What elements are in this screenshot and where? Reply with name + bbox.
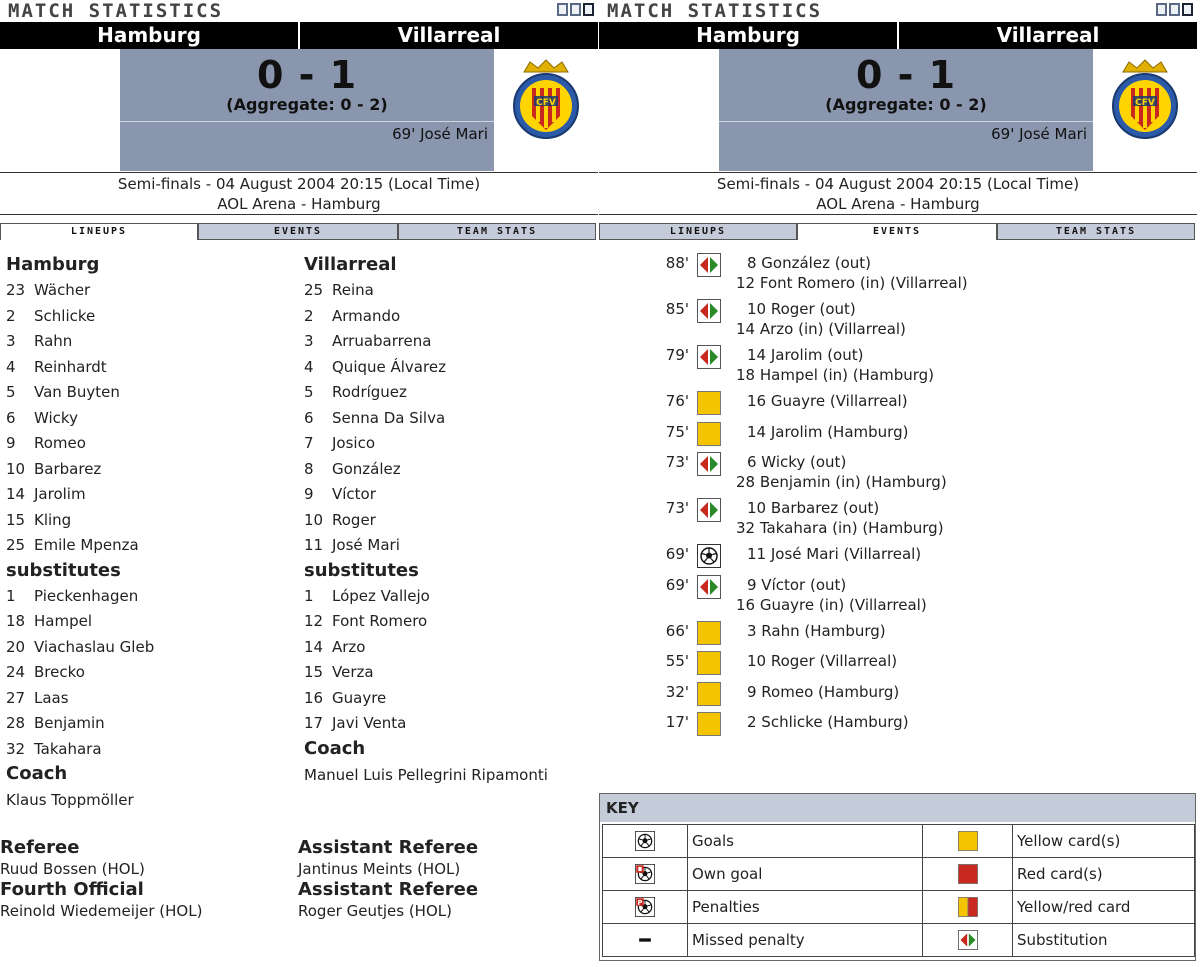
key-table	[602, 824, 1195, 957]
key-row	[603, 825, 1195, 858]
home-player-row	[6, 482, 154, 508]
yellow-card-icon	[697, 422, 721, 446]
svg-text:CFV: CFV	[1135, 98, 1155, 108]
event-detail: 8 González (out)	[747, 254, 871, 272]
player-number: 20	[6, 637, 26, 656]
event-minute: 73'	[665, 453, 689, 471]
event-detail: 9 Víctor (out)	[747, 575, 847, 594]
score-box	[120, 49, 494, 171]
home-sub-player-row	[6, 686, 154, 712]
tab-bar	[599, 223, 1195, 241]
away-player-row	[304, 533, 548, 559]
player-name: Rodríguez	[332, 383, 407, 401]
player-number: 9	[6, 434, 16, 452]
venue: AOL Arena - Hamburg	[217, 195, 381, 213]
event-minute: 79'	[665, 346, 689, 364]
venue: AOL Arena - Hamburg	[816, 195, 980, 213]
key-icon-cell	[923, 825, 1013, 858]
stage-date: Semi-finals - 04 August 2004 20:15 (Local Time)	[716, 175, 1080, 193]
home-player-row	[6, 457, 154, 483]
tab-lineups[interactable]: LINEUPS	[599, 223, 797, 240]
window-button-icon[interactable]	[1156, 3, 1167, 16]
player-name: Kling	[34, 510, 72, 529]
match-statistics-panel-events	[599, 0, 1197, 967]
score-divider	[120, 121, 494, 122]
player-name: Barbarez	[34, 459, 102, 478]
player-number: 5	[304, 383, 314, 401]
player-number: 2	[6, 306, 16, 325]
event-minute: 69'	[665, 545, 689, 563]
away-player-row	[304, 355, 548, 381]
away-sub-player-row	[304, 584, 548, 610]
player-number: 28	[6, 714, 26, 732]
substitution-icon	[958, 930, 978, 950]
player-number: 4	[6, 357, 16, 376]
player-number: 18	[6, 612, 26, 630]
player-number: 14	[6, 485, 26, 503]
player-name: Schlicke	[34, 306, 96, 325]
player-number: 15	[6, 510, 26, 529]
player-name: Wächer	[34, 281, 91, 299]
key-label: Yellow card(s)	[1013, 825, 1195, 858]
key-icon-cell	[603, 858, 688, 891]
red-card-icon	[958, 864, 978, 884]
event-minute: 85'	[665, 300, 689, 318]
substitution-icon	[697, 299, 721, 323]
event-detail-in: 28 Benjamin (in) (Hamburg)	[736, 473, 947, 491]
goal-icon	[635, 831, 655, 851]
player-name: Verza	[332, 663, 374, 681]
yellow-card-icon	[697, 682, 721, 706]
player-number: 10	[304, 510, 324, 529]
player-number: 15	[304, 663, 324, 681]
player-name: Van Buyten	[34, 383, 120, 401]
window-title: MATCH STATISTICS	[607, 0, 823, 22]
key-label: Penalties	[688, 891, 923, 924]
event-minute: 17'	[665, 713, 689, 731]
key-icon-cell	[603, 924, 688, 957]
event-minute: 75'	[665, 422, 689, 441]
window-button-icon[interactable]	[1182, 3, 1193, 16]
event-detail: 14 Jarolim (Hamburg)	[747, 422, 909, 441]
title-bar	[0, 0, 598, 22]
away-sub-player-row	[304, 660, 548, 686]
player-name: Quique Álvarez	[332, 357, 446, 376]
assistant-referee-label: Assistant Referee	[298, 837, 479, 858]
yellow-card-icon	[697, 712, 721, 736]
home-lineup-title: Hamburg	[6, 254, 100, 275]
referee-name: Ruud Bossen (HOL)	[0, 860, 145, 878]
key-legend	[599, 793, 1196, 961]
player-name: Reinhardt	[34, 357, 107, 376]
player-number: 5	[6, 383, 16, 401]
event-detail: 6 Wicky (out)	[747, 453, 847, 471]
key-icon-cell	[923, 858, 1013, 891]
home-player-row	[6, 406, 154, 432]
yellow-card-icon	[697, 391, 721, 415]
event-detail: 10 Barbarez (out)	[747, 499, 880, 517]
away-sub-player-row	[304, 609, 548, 635]
player-number: 2	[304, 306, 314, 325]
player-number: 24	[6, 663, 26, 681]
player-name: Romeo	[34, 434, 86, 452]
event-detail-in: 14 Arzo (in) (Villarreal)	[736, 320, 906, 338]
window-title: MATCH STATISTICS	[8, 0, 224, 22]
player-name: Font Romero	[332, 612, 428, 630]
team-names-bar	[599, 22, 1197, 49]
away-player-row	[304, 508, 548, 534]
divider	[599, 172, 1197, 173]
event-minute: 66'	[665, 621, 689, 640]
window-button-icon[interactable]	[583, 3, 594, 16]
player-number: 10	[6, 459, 26, 478]
player-number: 27	[6, 688, 26, 707]
goal-scorer: 69' José Mari	[392, 125, 488, 143]
player-name: Hampel	[34, 612, 93, 630]
home-player-row	[6, 431, 154, 457]
away-coach-name: Manuel Luis Pellegrini Ripamonti	[304, 765, 548, 784]
home-coach-title: Coach	[6, 763, 68, 784]
player-name: Benjamin	[34, 714, 105, 732]
window-controls	[1156, 3, 1193, 16]
player-number: 25	[304, 281, 324, 299]
player-name: Pieckenhagen	[34, 586, 139, 605]
home-team-name: Hamburg	[696, 23, 800, 47]
event-detail: 10 Roger (Villarreal)	[747, 652, 898, 670]
event-minute: 69'	[665, 575, 689, 594]
divider	[0, 172, 598, 173]
window-button-icon[interactable]	[1169, 3, 1180, 16]
player-name: Armando	[332, 306, 401, 325]
player-name: Roger	[332, 510, 376, 529]
event-minute: 32'	[665, 682, 689, 701]
player-name: Laas	[34, 688, 69, 707]
event-detail: 9 Romeo (Hamburg)	[747, 682, 900, 701]
player-name: López Vallejo	[332, 586, 430, 605]
player-number: 6	[304, 408, 314, 427]
away-player-row	[304, 304, 548, 330]
event-detail: 2 Schlicke (Hamburg)	[747, 713, 909, 731]
player-name: Viachaslau Gleb	[34, 637, 155, 656]
substitution-icon	[697, 345, 721, 369]
substitution-icon	[697, 253, 721, 277]
home-player-row	[6, 533, 154, 559]
event-detail-in: 32 Takahara (in) (Hamburg)	[736, 519, 944, 537]
yellow-card-icon	[697, 651, 721, 675]
player-name: Emile Mpenza	[34, 536, 139, 554]
player-number: 3	[6, 332, 16, 350]
player-number: 7	[304, 434, 314, 452]
event-detail-in: 18 Hampel (in) (Hamburg)	[736, 366, 935, 384]
player-name: Rahn	[34, 332, 73, 350]
player-name: González	[332, 459, 401, 478]
event-detail: 14 Jarolim (out)	[747, 346, 864, 364]
away-player-row	[304, 457, 548, 483]
key-icon-cell	[923, 924, 1013, 957]
key-label: Missed penalty	[688, 924, 923, 957]
event-detail-in: 12 Font Romero (in) (Villarreal)	[736, 274, 968, 292]
away-sub-player-row	[304, 635, 548, 661]
referee-block	[0, 837, 202, 921]
substitution-icon	[697, 575, 721, 599]
key-row	[603, 924, 1195, 957]
player-number: 3	[304, 332, 314, 350]
goal-scorer: 69' José Mari	[991, 125, 1087, 143]
home-sub-player-row	[6, 660, 154, 686]
player-name: Josico	[332, 434, 376, 452]
yellow-card-icon	[958, 831, 978, 851]
away-player-row	[304, 431, 548, 457]
key-icon-cell	[923, 891, 1013, 924]
player-number: 32	[6, 739, 26, 758]
player-name: Wicky	[34, 408, 78, 427]
home-player-row	[6, 304, 154, 330]
player-name: Arzo	[332, 637, 366, 656]
svg-text:CFV: CFV	[536, 98, 556, 108]
fourth-official-name: Reinold Wiedemeijer (HOL)	[0, 902, 203, 920]
score-box	[719, 49, 1093, 171]
event-detail: 10 Roger (out)	[747, 300, 856, 318]
villarreal-crest-icon	[510, 58, 582, 144]
away-subs-title: substitutes	[304, 559, 419, 581]
assistant-referee-block	[298, 837, 478, 921]
final-score: 0 - 1	[256, 53, 358, 97]
divider	[599, 214, 1197, 215]
player-name: Guayre	[332, 688, 387, 707]
player-name: Reina	[332, 281, 374, 299]
event-minute: 73'	[665, 499, 689, 517]
title-bar	[599, 0, 1197, 22]
away-team-name: Villarreal	[298, 22, 598, 49]
referee-label: Referee	[0, 837, 80, 858]
key-row	[603, 858, 1195, 891]
away-player-row	[304, 278, 548, 304]
fourth-official-label: Fourth Official	[0, 879, 144, 900]
away-sub-player-row	[304, 711, 548, 737]
home-player-row	[6, 355, 154, 381]
key-icon-cell	[603, 891, 688, 924]
key-row	[603, 891, 1195, 924]
window-button-icon[interactable]	[557, 3, 568, 16]
player-name: Arruabarrena	[332, 332, 432, 350]
away-coach-title: Coach	[304, 737, 366, 759]
home-sub-player-row	[6, 609, 154, 635]
away-lineup-title: Villarreal	[304, 254, 397, 275]
player-name: Takahara	[34, 739, 102, 758]
player-number: 8	[304, 459, 314, 478]
villarreal-crest-icon	[1109, 58, 1181, 144]
team-names-bar	[0, 22, 598, 49]
home-crest-area	[0, 49, 120, 171]
player-number: 16	[304, 688, 324, 707]
home-crest-area	[599, 49, 719, 171]
assistant-referee-label: Assistant Referee	[298, 879, 479, 900]
player-name: Senna Da Silva	[332, 408, 446, 427]
away-player-row	[304, 406, 548, 432]
tab-events[interactable]: EVENTS	[797, 223, 997, 240]
window-controls	[557, 3, 594, 16]
player-number: 1	[304, 586, 314, 605]
home-player-row	[6, 278, 154, 304]
tab-team-stats[interactable]: TEAM STATS	[398, 223, 596, 240]
key-label: Own goal	[688, 858, 923, 891]
player-name: Javi Venta	[332, 714, 407, 732]
player-number: 25	[6, 536, 26, 554]
home-sub-player-row	[6, 711, 154, 737]
away-lineup	[304, 253, 548, 788]
home-player-row	[6, 508, 154, 534]
away-player-row	[304, 380, 548, 406]
player-number: 11	[304, 536, 324, 554]
player-number: 12	[304, 612, 324, 630]
tab-events[interactable]: EVENTS	[198, 223, 398, 240]
event-minute: 76'	[665, 392, 689, 410]
key-label: Goals	[688, 825, 923, 858]
aggregate-score: (Aggregate: 0 - 2)	[825, 95, 987, 114]
substitution-icon	[697, 452, 721, 476]
assistant-referee-name: Roger Geutjes (HOL)	[298, 902, 452, 920]
home-player-row	[6, 380, 154, 406]
home-team-name: Hamburg	[97, 23, 201, 47]
player-number: 4	[304, 357, 314, 376]
home-lineup	[6, 253, 154, 813]
aggregate-score: (Aggregate: 0 - 2)	[226, 95, 388, 114]
key-label: Yellow/red card	[1013, 891, 1195, 924]
home-sub-player-row	[6, 584, 154, 610]
player-number: 1	[6, 586, 16, 605]
home-coach-name: Klaus Toppmöller	[6, 791, 134, 809]
key-label: Red card(s)	[1013, 858, 1195, 891]
home-player-row	[6, 329, 154, 355]
own-goal-icon	[635, 864, 655, 884]
player-name: José Mari	[332, 536, 400, 554]
yellow-red-card-icon	[958, 897, 978, 917]
score-divider	[719, 121, 1093, 122]
player-number: 17	[304, 714, 324, 732]
event-minute: 55'	[665, 652, 689, 670]
away-team-name: Villarreal	[897, 22, 1197, 49]
divider	[0, 214, 598, 215]
window-button-icon[interactable]	[570, 3, 581, 16]
player-name: Brecko	[34, 663, 85, 681]
key-icon-cell	[603, 825, 688, 858]
tab-team-stats[interactable]: TEAM STATS	[997, 223, 1195, 240]
substitution-icon	[697, 498, 721, 522]
away-sub-player-row	[304, 686, 548, 712]
event-minute: 88'	[665, 254, 689, 272]
home-subs-title: substitutes	[6, 559, 121, 581]
tab-lineups[interactable]: LINEUPS	[0, 223, 198, 240]
away-player-row	[304, 329, 548, 355]
player-number: 14	[304, 637, 324, 656]
penalty-icon	[635, 897, 655, 917]
final-score: 0 - 1	[855, 53, 957, 97]
key-title: KEY	[600, 794, 1195, 822]
event-detail-in: 16 Guayre (in) (Villarreal)	[736, 595, 927, 614]
event-detail: 3 Rahn (Hamburg)	[747, 621, 886, 640]
player-number: 23	[6, 281, 26, 299]
match-statistics-panel-lineups	[0, 0, 598, 967]
player-number: 9	[304, 485, 314, 503]
missed-penalty-icon	[635, 930, 655, 950]
key-label: Substitution	[1013, 924, 1195, 957]
home-sub-player-row	[6, 737, 154, 763]
home-sub-player-row	[6, 635, 154, 661]
yellow-card-icon	[697, 621, 721, 645]
svg-text:P: P	[637, 898, 643, 907]
tab-bar	[0, 223, 596, 241]
stage-date: Semi-finals - 04 August 2004 20:15 (Local Time)	[117, 175, 481, 193]
goal-icon	[697, 544, 721, 568]
event-detail: 16 Guayre (Villarreal)	[747, 392, 908, 410]
assistant-referee-name: Jantinus Meints (HOL)	[298, 860, 461, 878]
player-number: 6	[6, 408, 16, 427]
event-detail: 11 José Mari (Villarreal)	[747, 545, 922, 563]
player-name: Víctor	[332, 485, 376, 503]
player-name: Jarolim	[34, 485, 86, 503]
away-player-row	[304, 482, 548, 508]
